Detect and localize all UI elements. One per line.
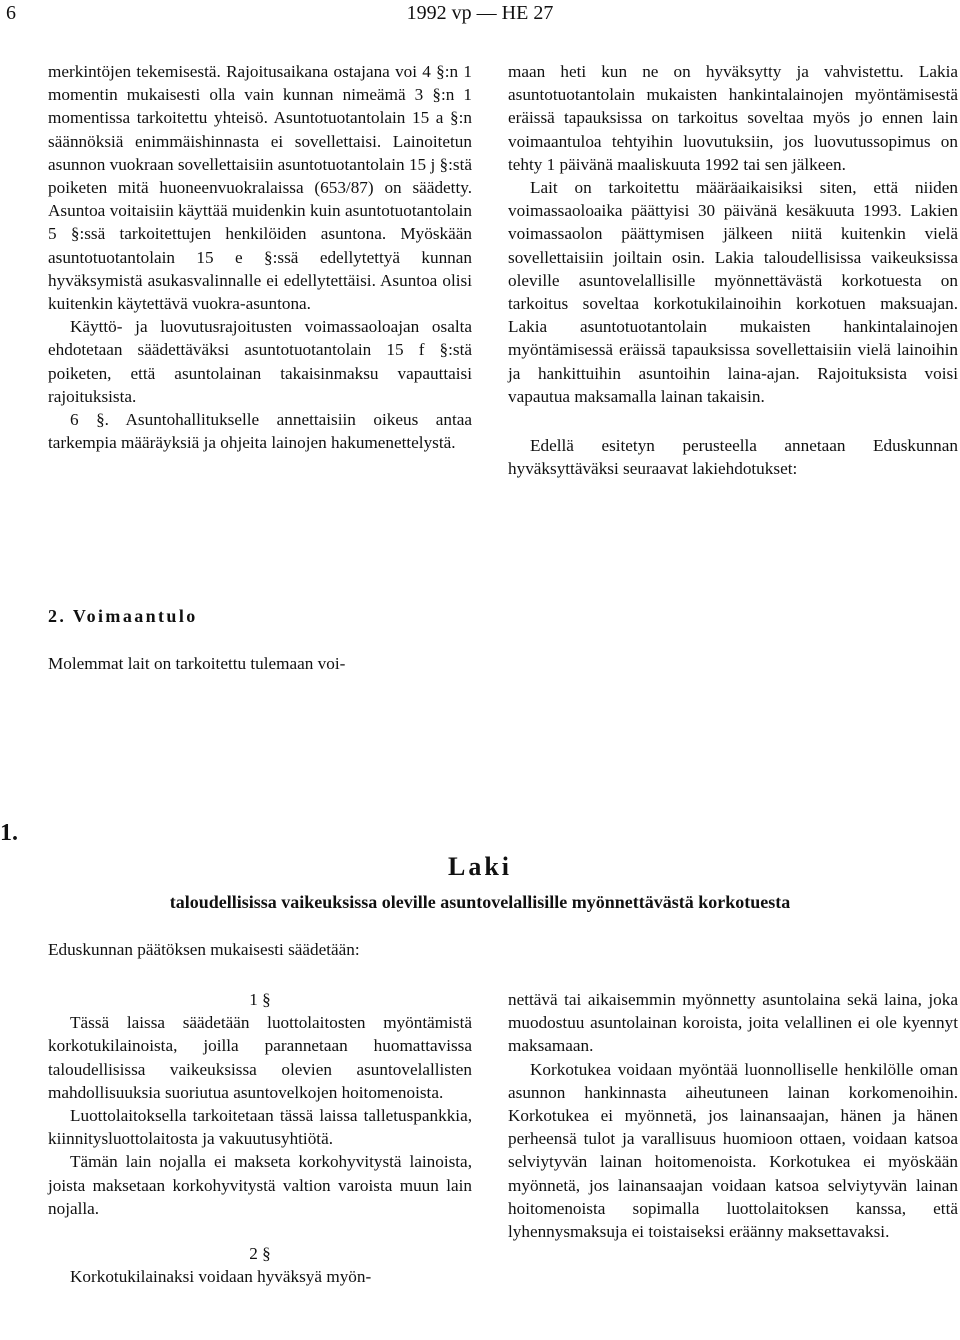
paragraph: Tässä laissa säädetään luottolaitosten myöntämistä korkotukilainoista, joilla parannetaan huomattavissa taloudellisissa vaikeuksissa olevien asuntovelallisten mahdollisuuksia suoriutua asuntovelkojen hoitomenoista. — [48, 1013, 472, 1102]
law-subtitle: taloudellisissa vaikeuksissa oleville asuntovelallisille myönnettävästä korkotuesta — [169, 892, 791, 912]
paragraph: Edellä esitetyn perusteella annetaan Eduskunnan hyväksyttäväksi seuraavat lakiehdotukset: — [508, 436, 958, 479]
section-label: 2 § — [249, 1244, 271, 1264]
paragraph: nettävä tai aikaisemmin myönnetty asuntolaina sekä laina, joka muodostuu asuntolainan koroista, joita velallinen ei ole kyennyt maksamaan. — [508, 990, 958, 1056]
left-column-bottom — [48, 988, 472, 1288]
right-column-top — [508, 60, 958, 480]
enactment-clause: Eduskunnan päätöksen mukaisesti säädetään: — [48, 940, 360, 959]
page-header — [0, 2, 960, 32]
paragraph: merkintöjen tekemisestä. Rajoitusaikana ostajana voi 4 §:n 1 momentin mukaisesti olla vain kunnan nimeämä 3 §:n 1 momentissa tarkoitettu yhteisö. Asuntotuotantolain 15 a §:n säännöksiä enimmäishinnasta ei sovellettaisi. Lainoitetun asunnon vuokraan sovellettaisiin asuntotuotantolain 15 j §:stä poiketen mitä huoneenvuokralaissa (653/87) on säädetty. Asuntoa voitaisiin käyttää muidenkin kuin asuntotuotantolain 5 §:ssä tarkoitettujen henkilöiden asuntona. Myöskään asuntotuotantolain 15 e §:ssä edellytettyä kunnan hyväksymistä asukasvalinnalle ei edellytettäisi. Asuntoa olisi kuitenkin käytettävä vuokra-asuntona. — [48, 62, 472, 314]
paragraph: Tämän lain nojalla ei makseta korkohyvitystä lainoista, joista maksetaan korkohyvitystä valtion varoista muun lain nojalla. — [48, 1152, 472, 1218]
running-head: 1992 vp — HE 27 — [406, 2, 554, 24]
paragraph: Lait on tarkoitettu määräaikaisiksi siten, että niiden voimassaoloaika päättyisi 30 päivänä kesäkuuta 1993. Lakien voimassaolon päättymisen jälkeen niitä kuitenkin vielä sovellettaisiin joiltain osin. Lakia taloudellisissa vaikeuksissa oleville asuntovelallisille myönnettävästä korkotuesta on tarkoitus soveltaa korkotukilainoihin korkotuen maksuajan. Lakia asuntotuotantolain mukaisten hankintalainojen myöntämisessä eräissä tapauksissa sovellettaisiin vielä lainoihin ja hankittuihin asuntoihin laina-ajan. Rajoituksista voisi vapautua maksamalla lainan takaisin. — [508, 178, 958, 406]
paragraph: Korkotukea voidaan myöntää luonnolliselle henkilölle oman asunnon hankinnasta aiheutuneen lainan korkomenoihin. Korkotukea ei myönnetä, jos lainansaajan, hänen ja hänen perheensä tulot ja varallisuus huomioon ottaen, voidaan katsoa selviytyvän lainan hoitomenoista. Korkotukea ei myöskään myönnetä, jos lainansaajan voidaan katsoa selviytyvän lainan hoitomenoista sopimalla luottolaitoksen kanssa, että lyhennysmaksuja ei toistaiseksi eräänny maksettavaksi. — [508, 1059, 958, 1242]
right-column-bottom — [508, 988, 958, 1243]
paragraph: maan heti kun ne on hyväksytty ja vahvistettu. Lakia asuntotuotantolain mukaisten hankintalainojen myöntämisestä eräissä tapauksissa on tarkoitus soveltaa myös jo ennen lain voimaantuloa tehtyihin luovutuksiin, jos luovutussopimus on tehty 1 päivänä maaliskuuta 1992 tai sen jälkeen. — [508, 62, 958, 174]
section-heading: 2. Voimaantulo — [48, 606, 198, 626]
paragraph: 6 §. Asuntohallitukselle annettaisiin oikeus antaa tarkempia määräyksiä ja ohjeita lainojen hakumenettelystä. — [48, 410, 472, 453]
paragraph: Molemmat lait on tarkoitettu tulemaan voi- — [48, 654, 346, 673]
paragraph: Korkotukilainaksi voidaan hyväksyä myön- — [70, 1267, 372, 1287]
section-label: 1 § — [249, 990, 271, 1009]
paragraph: Käyttö- ja luovutusrajoitusten voimassaoloajan osalta ehdotetaan säädettäväksi asuntotuotantolain 15 f §:stä poiketen, että asuntolainan takaisinmaksu vapauttaisi rajoituksista. — [48, 317, 472, 406]
law-number-text: 1. — [0, 820, 18, 846]
left-column-top — [48, 60, 472, 454]
law-title: Laki — [447, 852, 513, 881]
paragraph: Luottolaitoksella tarkoitetaan tässä laissa talletuspankkia, kiinnitysluottolaitosta ja vakuutusyhtiötä. — [48, 1106, 472, 1149]
page-number: 6 — [6, 2, 16, 24]
